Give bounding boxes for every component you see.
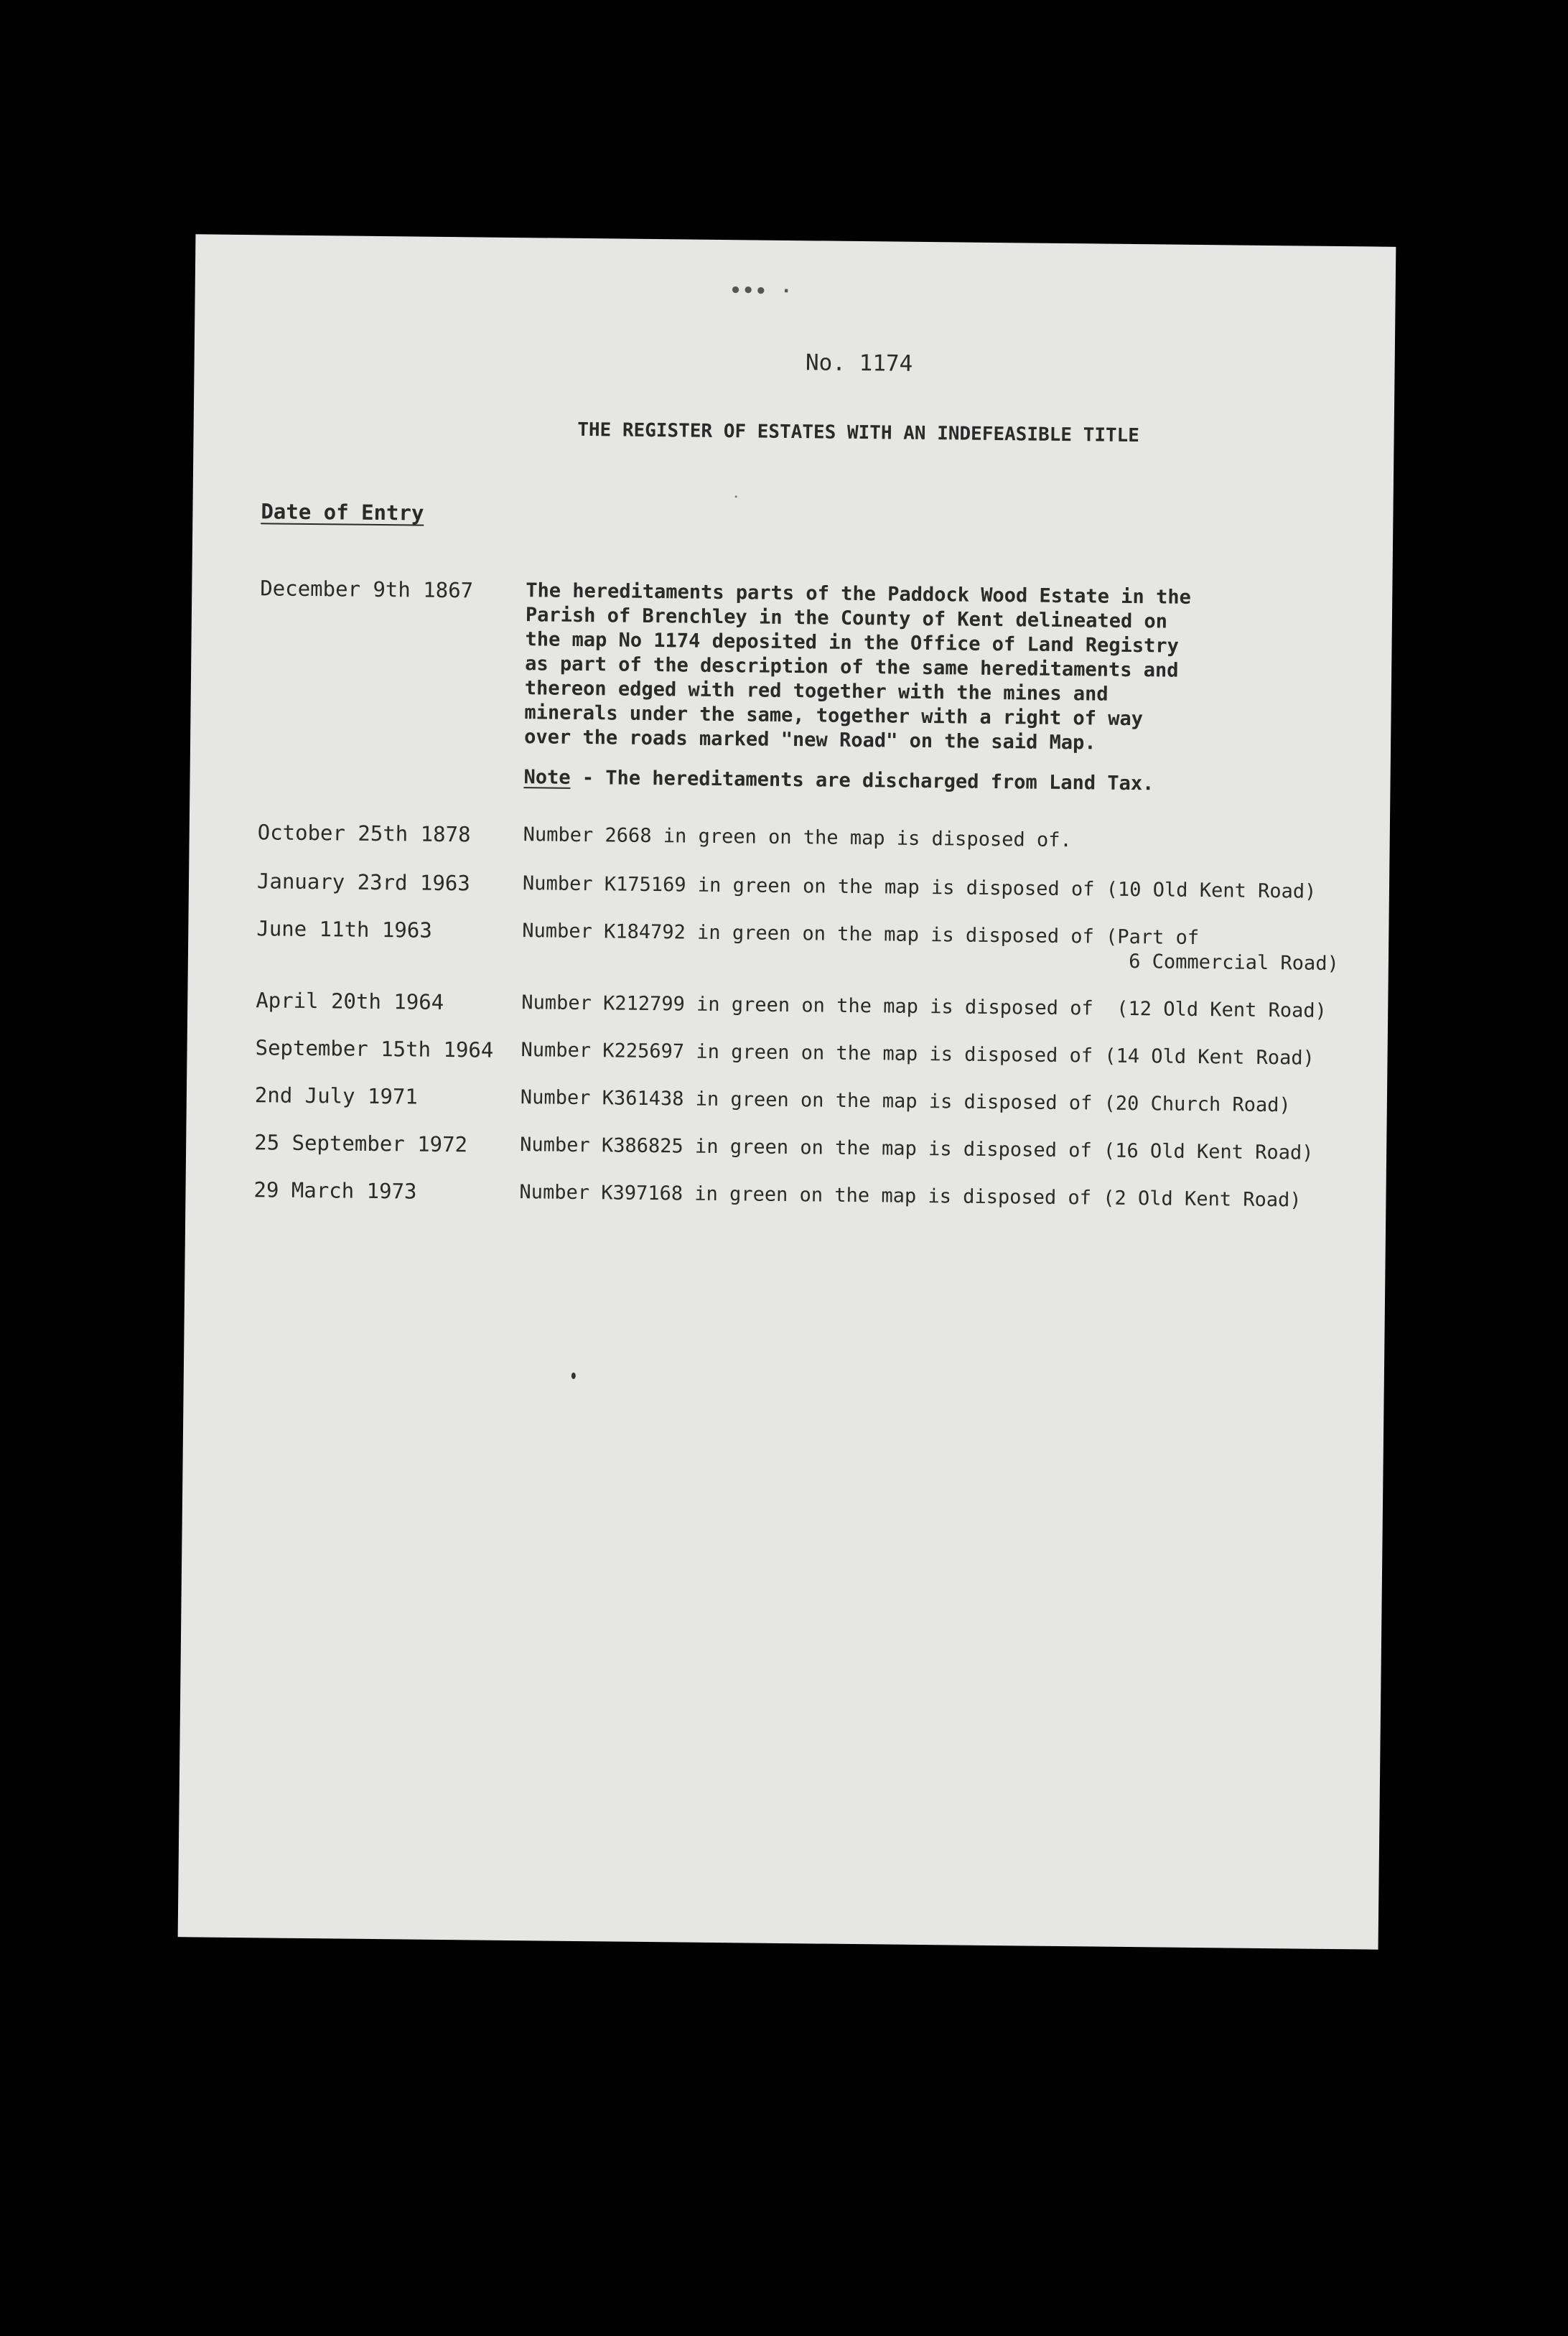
register-title: THE REGISTER OF ESTATES WITH AN INDEFEASIBLE TITLE	[577, 419, 1140, 447]
entry-text: Number K212799 in green on the map is disposed of (12 Old Kent Road)	[521, 991, 1327, 1022]
register-page	[178, 234, 1396, 1949]
entry-body	[523, 579, 1191, 797]
entry-date: January 23rd 1963	[256, 869, 471, 896]
entry-row	[256, 916, 1377, 976]
entry-row	[256, 988, 1376, 1024]
entry-text: Number K225697 in green on the map is disposed of (14 Old Kent Road)	[521, 1039, 1315, 1070]
entry-text: The hereditaments parts of the Paddock Wood Estate in the Parish of Brenchley in the County of Kent delineated on the map No 1174 deposited in the Office of Land Registry as part of the description of the same hereditaments and thereon edged with red together with the mines and minerals under the same, together with a right of way over the roads marked "new Road" on the said Map.	[523, 579, 1191, 754]
register-number: No. 1174	[805, 350, 913, 377]
entry-row	[253, 1177, 1373, 1213]
entry-row	[258, 820, 1378, 856]
entry-date: 2nd July 1971	[254, 1083, 419, 1109]
entry-text: Number K386825 in green on the map is disposed of (16 Old Kent Road)	[520, 1134, 1314, 1164]
entry-date: April 20th 1964	[256, 988, 444, 1014]
entries-list	[253, 576, 1380, 1236]
entry-text: Number K397168 in green on the map is disposed of (2 Old Kent Road)	[519, 1181, 1302, 1212]
entry-row	[257, 869, 1377, 905]
entry-note	[523, 765, 1189, 797]
stamp-mark: ••∙ ·	[729, 280, 794, 303]
entry-date: 29 March 1973	[253, 1177, 417, 1204]
paper-speck	[735, 495, 737, 497]
entry-text: Number K175169 in green on the map is disposed of (10 Old Kent Road)	[522, 872, 1317, 903]
entry-text: Number 2668 in green on the map is disposed of.	[523, 823, 1072, 852]
entry-text: Number K184792 in green on the map is disposed of (Part of 6 Commercial Road)	[521, 920, 1339, 976]
entry-date: December 9th 1867	[260, 576, 474, 603]
entry-date: 25 September 1972	[254, 1130, 468, 1157]
entry-row	[255, 1035, 1375, 1071]
entry-row	[255, 1083, 1375, 1118]
date-column-heading: Date of Entry	[261, 499, 424, 525]
note-label: Note	[523, 766, 571, 789]
entry-date: October 25th 1878	[257, 820, 471, 847]
entry-row	[258, 576, 1380, 798]
note-text: - The hereditaments are discharged from Land Tax.	[570, 766, 1154, 795]
entry-date: June 11th 1963	[256, 916, 432, 943]
entry-text: Number K361438 in green on the map is disposed of (20 Church Road)	[520, 1086, 1291, 1117]
entry-date: September 15th 1964	[255, 1035, 494, 1062]
entry-row	[254, 1130, 1374, 1166]
ink-speck	[571, 1373, 576, 1379]
